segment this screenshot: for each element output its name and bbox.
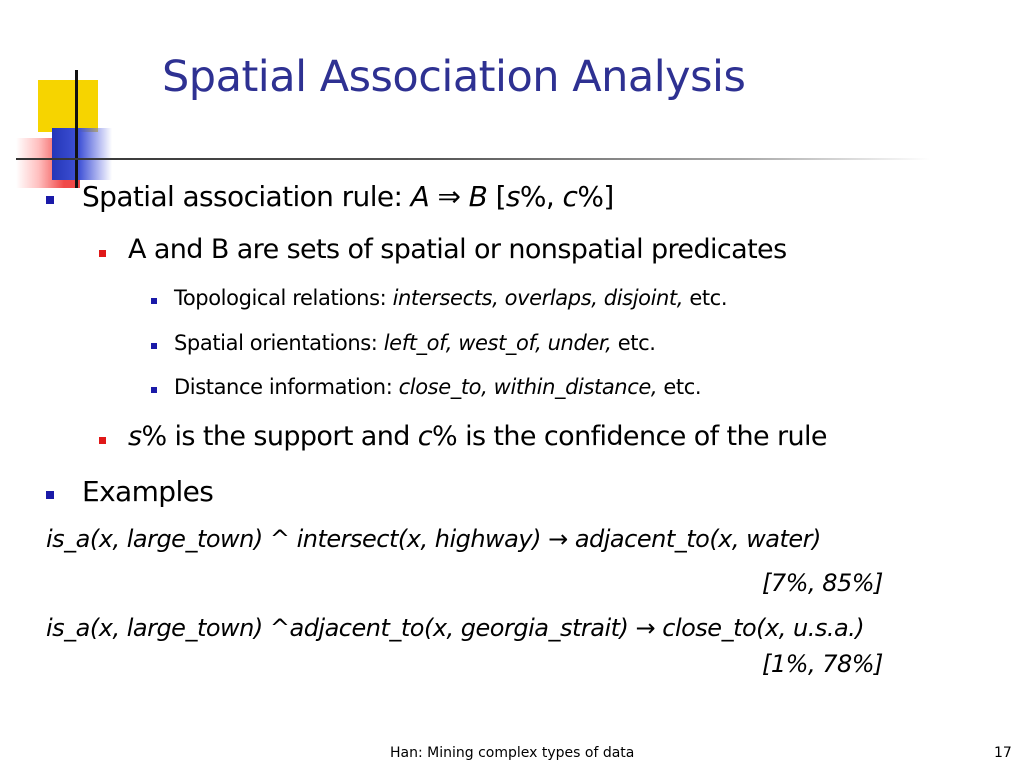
- distance-items: close_to, within_distance,: [398, 375, 658, 399]
- rule-prefix: Spatial association rule:: [82, 180, 411, 213]
- decor-vertical-line: [75, 70, 78, 188]
- bullet-support: [128, 421, 827, 452]
- orientation-etc: etc.: [611, 331, 656, 355]
- bullet-rule: [82, 180, 614, 213]
- bullet-distance: [174, 375, 701, 399]
- topological-items: intersects, overlaps, disjoint,: [392, 286, 684, 310]
- bullet-orientation: [174, 331, 656, 355]
- rule-c: c: [562, 180, 578, 213]
- bullet-examples: Examples: [82, 475, 214, 508]
- rule-close: %]: [577, 180, 614, 213]
- rule-a: A: [410, 180, 430, 213]
- example-rule-1: is_a(x, large_town) ^ intersect(x, highway) → adjacent_to(x, water): [46, 525, 821, 553]
- rule-b: B: [468, 180, 488, 213]
- example-metrics-1: [7%, 85%]: [762, 569, 883, 597]
- example-rule-2: is_a(x, large_town) ^adjacent_to(x, georgia_strait) → close_to(x, u.s.a.): [46, 614, 865, 642]
- example-metrics-2: [1%, 78%]: [762, 650, 883, 678]
- bullet-topological: [174, 286, 727, 310]
- orientation-label: Spatial orientations:: [174, 331, 384, 355]
- distance-label: Distance information:: [174, 375, 399, 399]
- topological-etc: etc.: [683, 286, 728, 310]
- slide-title: Spatial Association Analysis: [162, 52, 746, 102]
- decor-blue-square: [52, 128, 112, 180]
- support-mid: % is the support and: [141, 421, 418, 452]
- rule-open: [: [487, 180, 506, 213]
- support-end: % is the confidence of the rule: [432, 421, 827, 452]
- rule-s: s: [505, 180, 520, 213]
- decor-yellow-square: [38, 80, 98, 132]
- rule-pct-comma: %,: [519, 180, 563, 213]
- bullet-predicates: A and B are sets of spatial or nonspatial predicates: [128, 234, 787, 265]
- bullet-rule-marker: [46, 196, 54, 204]
- bullet-distance-marker: [151, 387, 157, 393]
- bullet-topological-marker: [151, 298, 157, 304]
- bullet-examples-marker: [46, 491, 54, 499]
- bullet-orientation-marker: [151, 343, 157, 349]
- support-s: s: [128, 421, 142, 452]
- topological-label: Topological relations:: [174, 286, 393, 310]
- orientation-items: left_of, west_of, under,: [383, 331, 612, 355]
- distance-etc: etc.: [657, 375, 702, 399]
- rule-implies: ⇒: [429, 180, 469, 213]
- page-number: 17: [994, 745, 1012, 761]
- footer-text: Han: Mining complex types of data: [390, 745, 635, 761]
- bullet-support-marker: [99, 437, 106, 444]
- bullet-predicates-marker: [99, 250, 106, 257]
- title-underline: [16, 158, 930, 160]
- support-c: c: [417, 421, 433, 452]
